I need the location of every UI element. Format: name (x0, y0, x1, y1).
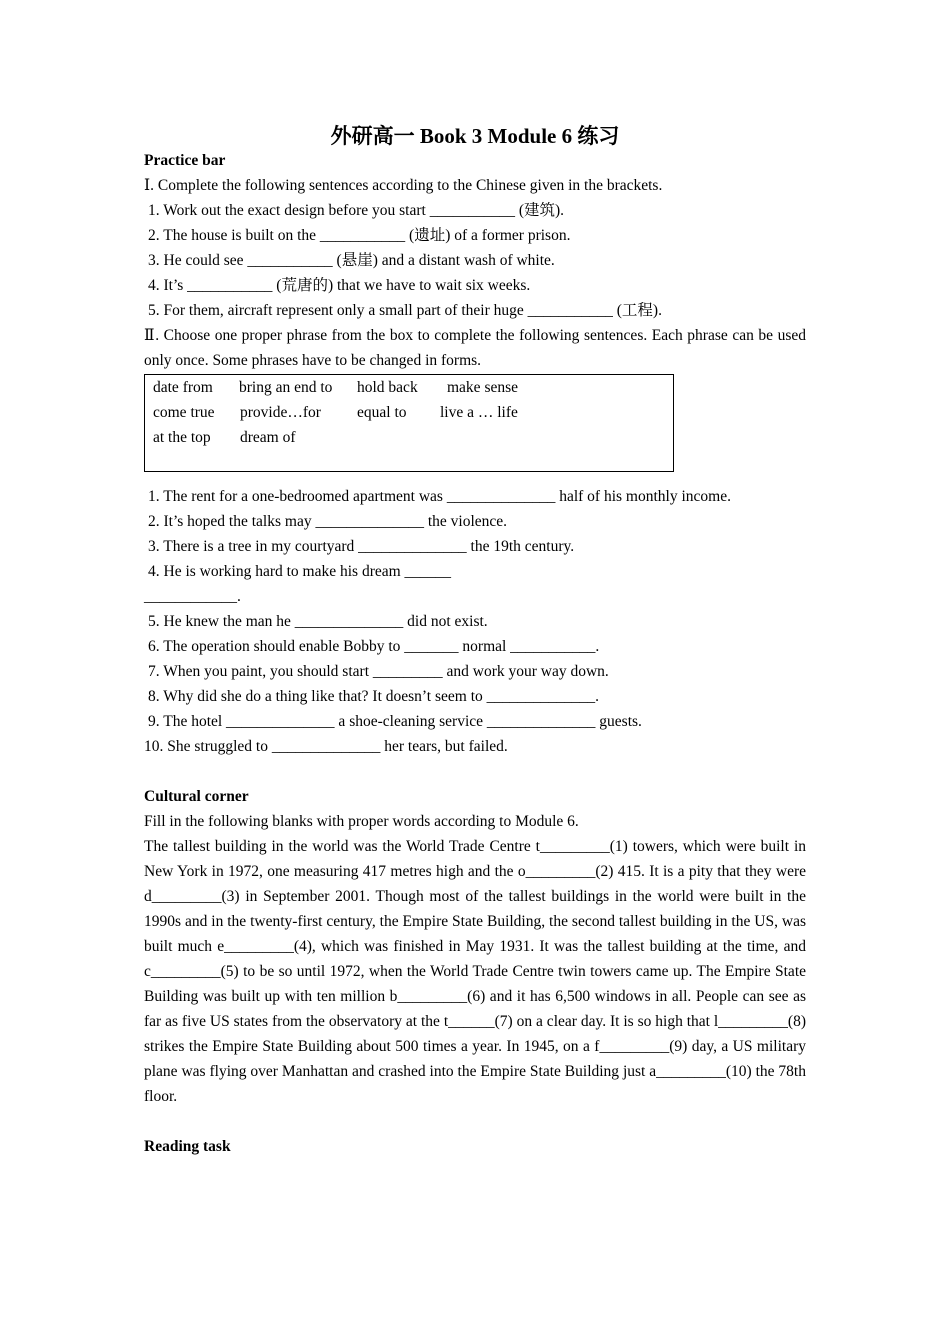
part1-item: 3. He could see ___________ (悬崖) and a distant wash of white. (148, 252, 555, 269)
cultural-passage: The tallest building in the world was the World Trade Centre t_________(1) towers, which were built in New York in 1972, one measuring 417 metres high and the o_________(2) 415. It is a pity that they were d_________(3) in September 2001. Though most of the tallest buildings in the world were built in the 1990s and in the twenty-first century, the Empire State Building, the second tallest building in the US, was built much e_________(4), which was finished in May 1931. It was the tallest building at the time, and c_________(5) to be so until 1972, when the World Trade Centre twin towers came up. The Empire State Building was built up with ten million b_________(6) and it has 6,500 windows in all. People can see as far as five US states from the observatory at the t______(7) on a clear day. It is so high that l_________(8) strikes the Empire State Building about 500 times a year. In 1945, on a f_________(9) day, a US military plane was flying over Manhattan and crashed into the Empire State Building just a_________(10) the 78th floor. (144, 838, 806, 1105)
part2-item: 8. Why did she do a thing like that? It doesn’t seem to ______________. (148, 688, 600, 705)
part2-item: 7. When you paint, you should start _________ and work your way down. (148, 663, 609, 680)
phrase: equal to (357, 404, 407, 421)
phrase-box (144, 374, 674, 472)
part1-instruction: Ⅰ. Complete the following sentences according to the Chinese given in the brackets. (144, 177, 663, 194)
part2-item: 4. He is working hard to make his dream ______ (148, 563, 452, 580)
part1-item: 5. For them, aircraft represent only a small part of their huge ___________ (工程). (148, 302, 662, 319)
document-page (144, 120, 806, 1159)
phrase: live a … life (440, 404, 518, 421)
phrase: dream of (240, 429, 296, 446)
part2-item: 9. The hotel ______________ a shoe-cleaning service ______________ guests. (148, 713, 642, 730)
phrase: at the top (153, 429, 211, 446)
part2-item: 2. It’s hoped the talks may ______________ the violence. (148, 513, 508, 530)
phrase: come true (153, 404, 215, 421)
practice-heading: Practice bar (144, 152, 226, 169)
part1-item: 1. Work out the exact design before you start ___________ (建筑). (148, 202, 565, 219)
phrase: provide…for (240, 404, 321, 421)
part1-item: 4. It’s ___________ (荒唐的) that we have to wait six weeks. (148, 277, 531, 294)
reading-heading: Reading task (144, 1138, 231, 1155)
part2-item: 6. The operation should enable Bobby to _______ normal ___________. (148, 638, 600, 655)
page-title: 外研高一 Book 3 Module 6 练习 (330, 124, 620, 148)
phrase: date from (153, 379, 213, 396)
phrase-row (145, 375, 673, 400)
part2-item-continuation: ____________. (144, 588, 241, 605)
part2-item: 3. There is a tree in my courtyard ______________ the 19th century. (148, 538, 575, 555)
part2-item: 5. He knew the man he ______________ did not exist. (148, 613, 488, 630)
part2-item: 1. The rent for a one-bedroomed apartment was ______________ half of his monthly income. (148, 488, 731, 505)
part1-item: 2. The house is built on the ___________ (遗址) of a former prison. (148, 227, 571, 244)
phrase: bring an end to (239, 379, 333, 396)
cultural-heading: Cultural corner (144, 788, 249, 805)
phrase-row (145, 400, 673, 425)
phrase-row (145, 425, 673, 450)
phrase: make sense (447, 379, 519, 396)
part2-item: 10. She struggled to ______________ her tears, but failed. (144, 738, 508, 755)
part2-instruction: Ⅱ. Choose one proper phrase from the box to complete the following sentences. Each phrase can be used only once. Some phrases have to be changed in forms. (144, 327, 806, 369)
phrase: hold back (357, 379, 418, 396)
cultural-instruction: Fill in the following blanks with proper words according to Module 6. (144, 813, 579, 830)
